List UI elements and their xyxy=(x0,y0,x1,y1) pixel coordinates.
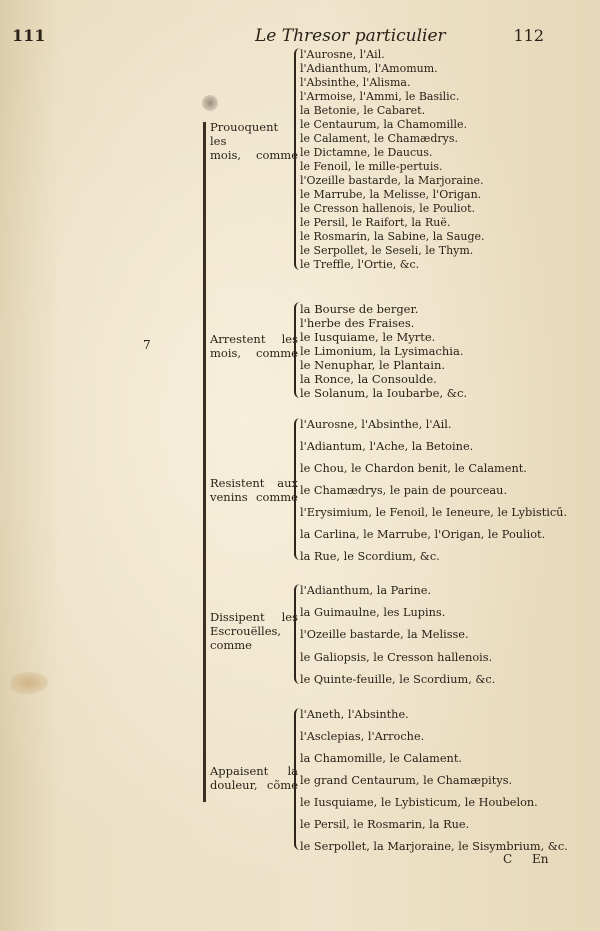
list-item: l'Adiantum, l'Ache, la Betoine. xyxy=(300,440,474,453)
label-line: Arrestent les xyxy=(210,332,298,346)
list-item: le Treffle, l'Ortie, &c. xyxy=(300,258,420,271)
list-item: le Dictamne, le Daucus. xyxy=(300,146,433,159)
list-item: l'Aurosne, l'Ail. xyxy=(300,48,385,61)
list-item: le Quinte-feuille, le Scordium, &c. xyxy=(300,673,496,686)
list-item: l'Aneth, l'Absinthe. xyxy=(300,708,409,721)
list-item: le Nenuphar, le Plantain. xyxy=(300,358,446,372)
list-item: le grand Centaurum, le Chamæpitys. xyxy=(300,774,513,787)
label-line: Dissipent les xyxy=(210,610,298,624)
group-label xyxy=(210,764,298,792)
label-line: comme xyxy=(210,638,252,652)
list-item: le Chou, le Chardon benit, le Calament. xyxy=(300,462,527,475)
list-item: l'Aurosne, l'Absinthe, l'Ail. xyxy=(300,418,452,431)
label-line: Escrouëlles, xyxy=(210,624,282,638)
list-item: l'Adianthum, l'Amomum. xyxy=(300,62,438,75)
list-item: l'herbe des Fraises. xyxy=(300,316,415,330)
list-item: la Bourse de berger. xyxy=(300,302,419,316)
label-line: Resistent aux xyxy=(210,476,298,490)
list-item: le Fenoil, le mille-pertuis. xyxy=(300,160,443,173)
list-item: le Iusquiame, le Myrte. xyxy=(300,330,436,344)
group-label xyxy=(210,332,298,360)
list-item: l'Adianthum, la Parine. xyxy=(300,584,432,597)
list-item: la Chamomille, le Calament. xyxy=(300,752,462,765)
list-item: le Limonium, la Lysimachia. xyxy=(300,344,464,358)
list-item: le Solanum, la Ioubarbe, &c. xyxy=(300,386,468,400)
list-item: le Persil, le Rosmarin, la Rue. xyxy=(300,818,470,831)
list-item: le Chamædrys, le pain de pourceau. xyxy=(300,484,508,497)
list-item: l'Ozeille bastarde, la Marjoraine. xyxy=(300,174,484,187)
list-item: le Serpollet, le Seseli, le Thym. xyxy=(300,244,474,257)
label-line: mois, comme xyxy=(210,148,298,162)
page-number-left: 111 xyxy=(12,26,46,45)
paper-stain xyxy=(10,672,48,694)
margin-mark: 7 xyxy=(143,338,151,352)
list-item: le Marrube, la Melisse, l'Origan. xyxy=(300,188,482,201)
main-brace-line xyxy=(203,122,206,802)
list-item: le Centaurum, la Chamomille. xyxy=(300,118,468,131)
list-item: la Rue, le Scordium, &c. xyxy=(300,550,440,563)
label-line: venins comme xyxy=(210,490,298,504)
list-item: le Cresson hallenois, le Pouliot. xyxy=(300,202,476,215)
list-item: le Serpollet, la Marjoraine, le Sisymbrium, &c. xyxy=(300,840,568,853)
group-label xyxy=(210,610,298,652)
list-item: l'Armoise, l'Ammi, le Basilic. xyxy=(300,90,460,103)
list-item: la Betonie, le Cabaret. xyxy=(300,104,426,117)
list-item: le Galiopsis, le Cresson hallenois. xyxy=(300,651,493,664)
running-title: Le Thresor particulier xyxy=(255,26,446,46)
label-line: Prouoquent les xyxy=(210,120,279,148)
page-number-right: 112 xyxy=(513,26,544,45)
list-item: l'Absinthe, l'Alisma. xyxy=(300,76,411,89)
group-label xyxy=(210,120,298,162)
list-item: la Guimaulne, les Lupins. xyxy=(300,606,446,619)
list-item: le Calament, le Chamædrys. xyxy=(300,132,459,145)
group-label xyxy=(210,476,298,504)
catchword: En xyxy=(532,852,549,866)
label-line: mois, comme xyxy=(210,346,298,360)
list-item: la Carlina, le Marrube, l'Origan, le Pouliot. xyxy=(300,528,546,541)
list-item: le Iusquiame, le Lybisticum, le Houbelon. xyxy=(300,796,538,809)
label-line: Appaisent la xyxy=(210,764,298,778)
list-item: la Ronce, la Consoulde. xyxy=(300,372,437,386)
label-line: douleur, cõme xyxy=(210,778,298,792)
list-item: l'Ozeille bastarde, la Melisse. xyxy=(300,628,469,641)
list-item: l'Asclepias, l'Arroche. xyxy=(300,730,425,743)
ink-blot xyxy=(202,95,218,111)
list-item: l'Erysimium, le Fenoil, le Ieneure, le Lybisticū. xyxy=(300,506,568,519)
list-item: le Persil, le Raifort, la Ruë. xyxy=(300,216,451,229)
list-item: le Rosmarin, la Sabine, la Sauge. xyxy=(300,230,485,243)
signature-mark: C xyxy=(503,852,513,866)
